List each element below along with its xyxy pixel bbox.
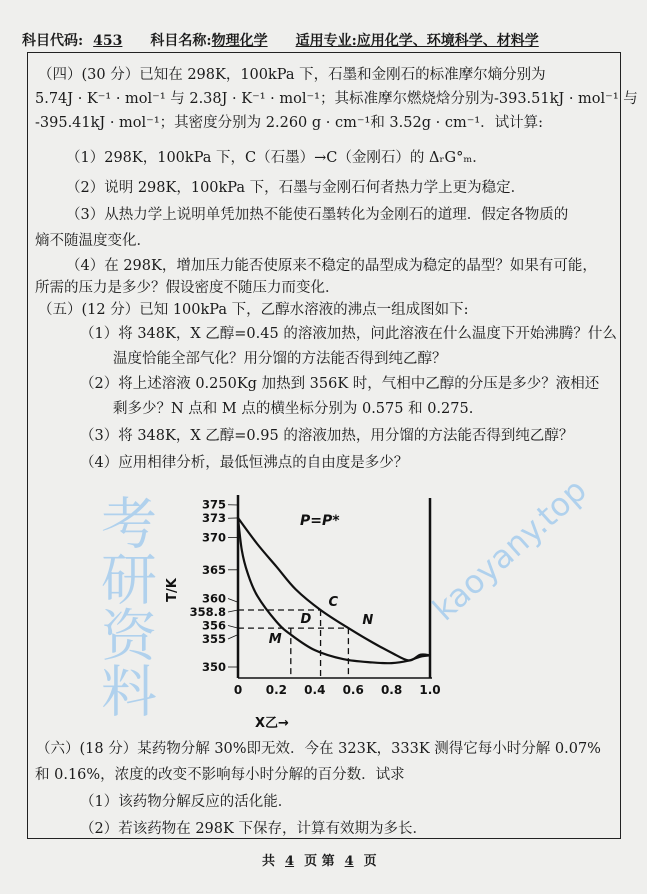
q6-line: （六）(18 分）某药物分解 30%即无效．今在 323K，333K 测得它每小时分解 0.07%	[36, 741, 601, 757]
point-label-M: M	[268, 632, 282, 648]
q5-intro: （五）(12 分）已知 100kPa 下，乙醇水溶液的沸点一组成图如下:	[38, 302, 469, 318]
q5-item: （4）应用相律分析，最低恒沸点的自由度是多少？	[80, 455, 409, 471]
q4-item: （2）说明 298K，100kPa 下，石墨与金刚石何者热力学上更为稳定．	[66, 180, 526, 196]
q5-item: （2）将上述溶液 0.250Kg 加热到 356K 时，气相中乙醇的分压是多少？液相还	[80, 376, 600, 392]
code-value: 453	[93, 33, 123, 49]
y-tick-label: 356	[201, 618, 226, 633]
q4-line: -395.41kJ · mol⁻¹；其密度分别为 2.260 g · cm⁻¹和 3.52g · cm⁻¹．试计算:	[35, 115, 544, 131]
q4-line: 5.74J · K⁻¹ · mol⁻¹ 与 2.38J · K⁻¹ · mol⁻¹；其标准摩尔燃烧焓分别为-393.51kJ · mol⁻¹ 与	[35, 91, 638, 107]
watermark-url: kaoyany.top	[425, 470, 594, 629]
name-label: 科目名称:	[150, 33, 212, 49]
major-value: 应用化学、环境科学、材料学	[356, 33, 539, 49]
q4-item: 熵不随温度变化．	[35, 233, 151, 249]
point-label-N: N	[362, 613, 374, 629]
y-tick-label: 370	[201, 530, 226, 545]
y-tick-label: 360	[201, 591, 226, 606]
q5-item: （3）将 348K，X 乙醇=0.95 的溶液加热，用分馏的方法能否得到纯乙醇？	[80, 428, 574, 444]
q6-item: （1）该药物分解反应的活化能．	[80, 794, 293, 810]
major-label: 适用专业:	[295, 33, 357, 49]
q6-line: 和 0.16%，浓度的改变不影响每小时分解的百分数．试求	[35, 767, 405, 783]
q5-item: （1）将 348K，X 乙醇=0.45 的溶液加热，问此溶液在什么温度下开始沸腾？什么	[80, 326, 617, 342]
y-axis-label: T/K	[165, 578, 180, 602]
y-tick-label: 365	[201, 562, 226, 577]
q4-item: （1）298K，100kPa 下，C（石墨）→C（金刚石）的 ΔᵣG°ₘ．	[66, 150, 487, 166]
x-tick-label: 0.8	[380, 683, 403, 697]
footer-unit2: 页	[363, 854, 377, 869]
point-label-C: C	[328, 594, 339, 610]
x-axis-label: X乙→	[255, 716, 289, 731]
watermark-cn: 考研资料	[92, 494, 157, 718]
q4-item: （3）从热力学上说明单凭加热不能使石墨转化为金刚石的道理．假定各物质的	[66, 207, 569, 223]
x-tick-label: 0.6	[342, 683, 364, 697]
q4-item: （4）在 298K，增加压力能否使原来不稳定的晶型成为稳定的晶型？如果有可能，	[66, 258, 597, 274]
y-tick-label: 355	[201, 631, 226, 646]
footer-unit: 页	[304, 854, 318, 869]
y-tick-mark	[228, 635, 238, 639]
footer-total: 4	[285, 854, 295, 869]
y-tick-label: 350	[201, 660, 226, 674]
y-tick-mark	[228, 610, 238, 612]
x-tick-label: 1.0	[419, 683, 441, 697]
point-label-D: D	[300, 612, 312, 628]
footer-current-label: 第	[321, 854, 335, 869]
page-footer	[262, 850, 377, 869]
name-value: 物理化学	[211, 33, 268, 49]
q4-line: （四）(30 分）已知在 298K，100kPa 下，石墨和金刚石的标准摩尔熵分别为	[38, 67, 546, 83]
code-label: 科目代码:	[22, 33, 84, 49]
y-tick-label: 373	[201, 511, 226, 526]
x-tick-label: 0.4	[304, 683, 326, 697]
q5-item: 剩多少？N 点和 M 点的横坐标分别为 0.575 和 0.275.	[113, 401, 474, 417]
x-tick-label: 0	[233, 683, 243, 697]
y-tick-label: 358.8	[189, 604, 226, 619]
y-tick-mark	[228, 625, 238, 628]
q6-item: （2）若该药物在 298K 下保存，计算有效期为多长．	[80, 821, 427, 837]
q4-item: 所需的压力是多少？假设密度不随压力而变化．	[35, 280, 340, 296]
curve-vapor	[238, 518, 430, 661]
curve-liquid	[238, 518, 430, 663]
chart-title: P=P*	[300, 513, 340, 529]
footer-total-label: 共	[262, 854, 276, 869]
y-tick-label: 375	[201, 497, 226, 512]
x-tick-label: 0.2	[265, 683, 288, 697]
y-tick-mark	[228, 598, 238, 602]
q5-item: 温度恰能全部气化？用分馏的方法能否得到纯乙醇？	[113, 351, 447, 367]
footer-current: 4	[344, 854, 354, 869]
